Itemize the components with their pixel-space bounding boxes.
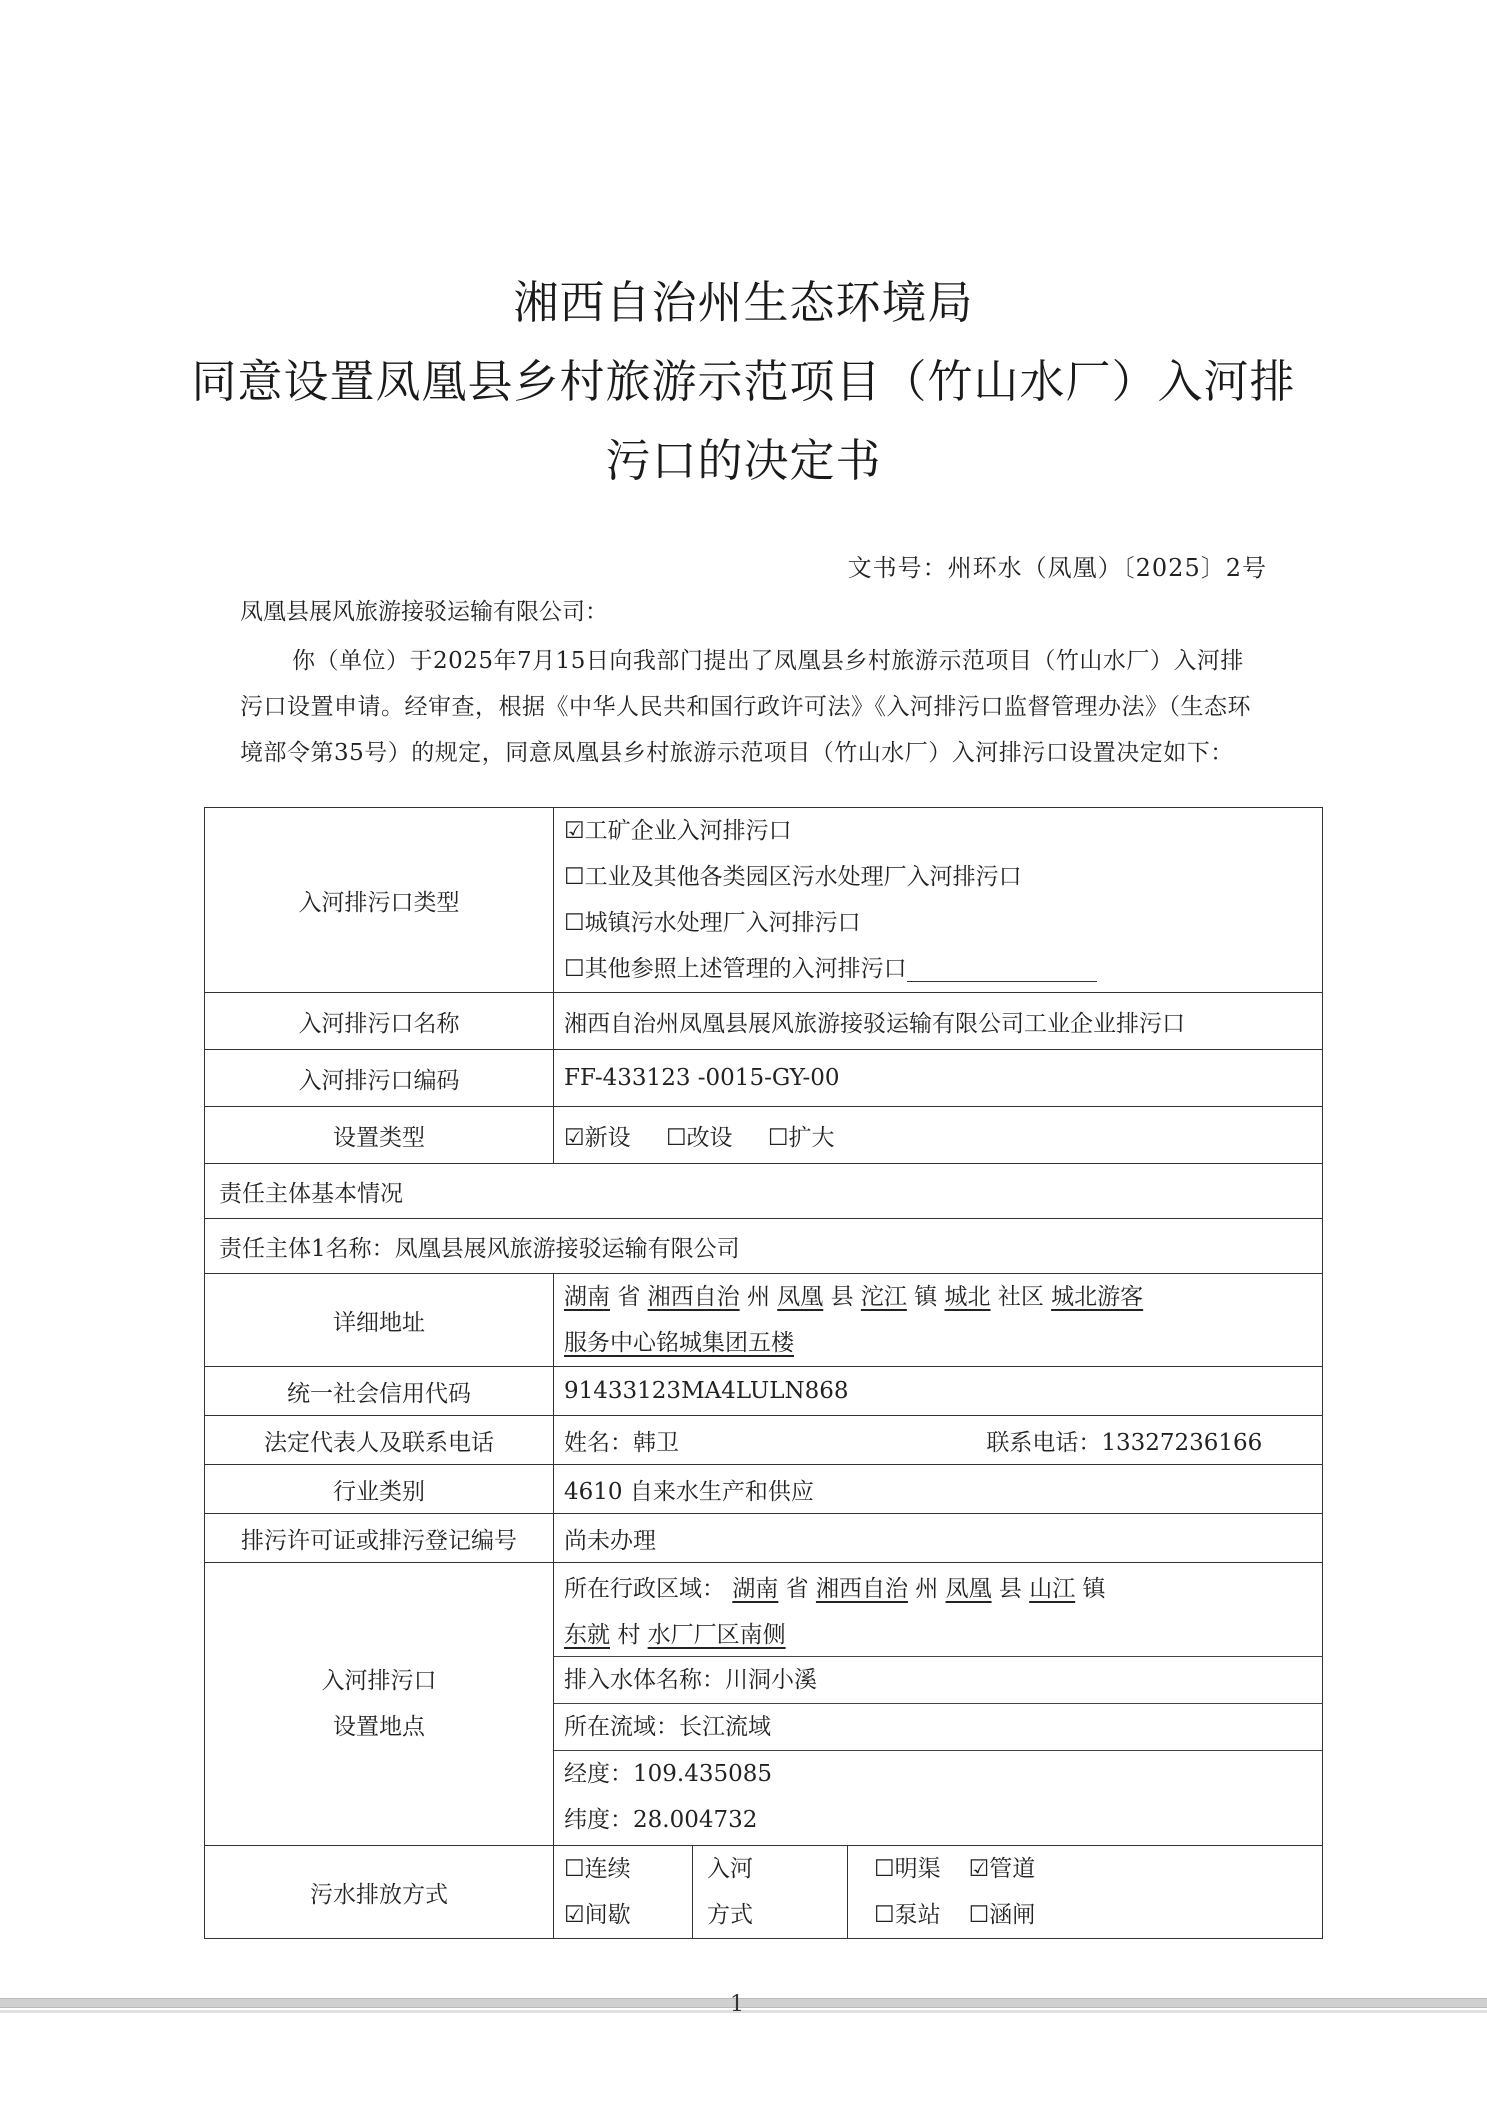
address-county: 凤凰 [777, 1284, 824, 1310]
title-line-3: 污口的决定书 [605, 434, 882, 487]
entry-pump: ☐泵站 [874, 1902, 941, 1928]
location-details [554, 1563, 1323, 1846]
label-permit: 排污许可证或排污登记编号 [205, 1514, 554, 1563]
address-detail-1: 城北游客 [1051, 1284, 1144, 1310]
row-setup-type [205, 1107, 1323, 1164]
legal-rep-phone: 联系电话：13327236166 [986, 1429, 1263, 1456]
label-setup-type: 设置类型 [205, 1107, 554, 1164]
outlet-name-value: 湘西自治州凤凰县展风旅游接驳运输有限公司工业企业排污口 [554, 993, 1323, 1050]
address-town-unit: 镇 [914, 1284, 938, 1310]
row-outlet-name [205, 993, 1323, 1050]
subject-info-heading: 责任主体基本情况 [205, 1164, 1323, 1219]
body-paragraph: 你（单位）于2025年7月15日向我部门提出了凤凰县乡村旅游示范项目（竹山水厂）入河排污口设置申请。经审查，根据《中华人民共和国行政许可法》《入河排污口监督管理办法》（生态环境部令第35号）的规定，同意凤凰县乡村旅游示范项目（竹山水厂）入河排污口设置决定如下： [240, 648, 1251, 766]
entry-mode-label-2: 方式 [707, 1902, 753, 1928]
entry-mode-label [693, 1846, 848, 1938]
industry-value: 4610 自来水生产和供应 [554, 1465, 1323, 1514]
admin-region [554, 1566, 1322, 1657]
outlet-type-options [554, 808, 1323, 993]
permit-value: 尚未办理 [554, 1514, 1323, 1563]
address-province: 湖南 [564, 1284, 610, 1310]
outlet-type-option-2: ☐工业及其他各类园区污水处理厂入河排污口 [564, 864, 1022, 890]
address-line-2 [564, 1320, 1312, 1366]
page-number: 1 [730, 1992, 744, 2017]
row-address [205, 1274, 1323, 1367]
outlet-type-option-3: ☐城镇污水处理厂入河排污口 [564, 910, 861, 936]
setup-type-modify: ☐改设 [665, 1124, 733, 1151]
label-credit-code: 统一社会信用代码 [205, 1367, 554, 1416]
label-industry: 行业类别 [205, 1465, 554, 1514]
address-town: 沱江 [860, 1284, 907, 1310]
admin-province: 湖南 [732, 1575, 779, 1602]
discharge-intermittent: ☑间歇 [564, 1902, 631, 1928]
entry-mode-row-1 [874, 1846, 1322, 1892]
setup-type-expand: ☐扩大 [767, 1124, 835, 1151]
row-subject-info [205, 1164, 1323, 1219]
legal-rep-name: 姓名：韩卫 [564, 1429, 679, 1456]
title-line-1: 湘西自治州生态环境局 [513, 276, 974, 329]
label-location [205, 1563, 554, 1846]
label-legal-rep: 法定代表人及联系电话 [205, 1416, 554, 1465]
address-community-unit: 社区 [997, 1284, 1044, 1310]
fill-blank [907, 959, 1097, 982]
admin-province-unit: 省 [785, 1575, 809, 1602]
discharge-inner-table [554, 1846, 1322, 1938]
admin-prefecture-unit: 州 [915, 1575, 939, 1602]
admin-region-prefix: 所在行政区域： [564, 1575, 725, 1602]
row-legal-rep [205, 1416, 1323, 1465]
longitude: 经度：109.435085 [564, 1760, 773, 1787]
label-location-line-2: 设置地点 [333, 1714, 425, 1740]
latitude: 纬度：28.004732 [564, 1806, 758, 1833]
admin-site: 水厂厂区南侧 [647, 1621, 786, 1648]
setup-type-new: ☑新设 [564, 1124, 631, 1151]
address-community: 城北 [944, 1284, 991, 1310]
label-outlet-name: 入河排污口名称 [205, 993, 554, 1050]
label-address: 详细地址 [205, 1274, 554, 1367]
water-body-name: 排入水体名称：川洞小溪 [554, 1657, 1322, 1704]
admin-region-line-2 [564, 1612, 1312, 1658]
admin-county-unit: 县 [998, 1575, 1022, 1602]
entry-mode-row-2 [874, 1892, 1322, 1938]
admin-village-unit: 村 [617, 1621, 641, 1648]
outlet-code-value: FF-433123 -0015-GY-00 [554, 1050, 1323, 1107]
discharge-continuous: ☐连续 [564, 1856, 631, 1882]
label-outlet-code: 入河排污口编码 [205, 1050, 554, 1107]
addressee: 凤凰县展风旅游接驳运输有限公司： [240, 599, 608, 625]
decision-table [204, 807, 1323, 1939]
admin-town: 山江 [1029, 1575, 1076, 1602]
admin-prefecture: 湘西自治 [815, 1575, 908, 1602]
row-outlet-code [205, 1050, 1323, 1107]
row-credit-code [205, 1367, 1323, 1416]
admin-town-unit: 镇 [1082, 1575, 1106, 1602]
entry-mode-options [848, 1846, 1323, 1938]
setup-type-options [554, 1107, 1323, 1164]
basin-name: 所在流域：长江流域 [554, 1704, 1322, 1751]
row-location [205, 1563, 1323, 1846]
label-location-line-1: 入河排污口 [321, 1668, 437, 1694]
subject-1-name: 责任主体1名称：凤凰县展风旅游接驳运输有限公司 [205, 1219, 1323, 1274]
row-subject-1 [205, 1219, 1323, 1274]
entry-pipe: ☑管道 [968, 1856, 1036, 1882]
address-province-unit: 省 [617, 1284, 641, 1310]
address-value [554, 1274, 1323, 1367]
address-line-1 [564, 1274, 1312, 1320]
row-permit [205, 1514, 1323, 1563]
address-detail-2: 服务中心铭城集团五楼 [564, 1330, 794, 1356]
row-outlet-type [205, 808, 1323, 993]
title-line-2: 同意设置凤凰县乡村旅游示范项目（竹山水厂）入河排 [191, 355, 1296, 408]
entry-culvert: ☐涵闸 [968, 1902, 1036, 1928]
address-prefecture: 湘西自治 [647, 1284, 740, 1310]
entry-ditch: ☐明渠 [874, 1856, 941, 1882]
address-prefecture-unit: 州 [746, 1284, 770, 1310]
credit-code-value: 91433123MA4LULN868 [554, 1367, 1323, 1416]
document-number: 文书号：州环水（凤凰）〔2025〕2号 [847, 554, 1267, 582]
admin-region-line-1 [564, 1566, 1312, 1612]
entry-mode-label-1: 入河 [707, 1856, 753, 1882]
row-industry [205, 1465, 1323, 1514]
legal-rep-value [554, 1416, 1323, 1465]
discharge-options [554, 1846, 1323, 1939]
outlet-type-option-4 [564, 946, 1312, 992]
label-outlet-type: 入河排污口类型 [205, 808, 554, 993]
outlet-type-option-4-text: ☐其他参照上述管理的入河排污口 [564, 956, 907, 982]
admin-village: 东就 [564, 1621, 610, 1648]
label-discharge: 污水排放方式 [205, 1846, 554, 1939]
outlet-type-option-1: ☑工矿企业入河排污口 [564, 818, 792, 844]
discharge-mode [554, 1846, 693, 1938]
row-discharge [205, 1846, 1323, 1939]
admin-county: 凤凰 [945, 1575, 992, 1602]
address-county-unit: 县 [830, 1284, 854, 1310]
